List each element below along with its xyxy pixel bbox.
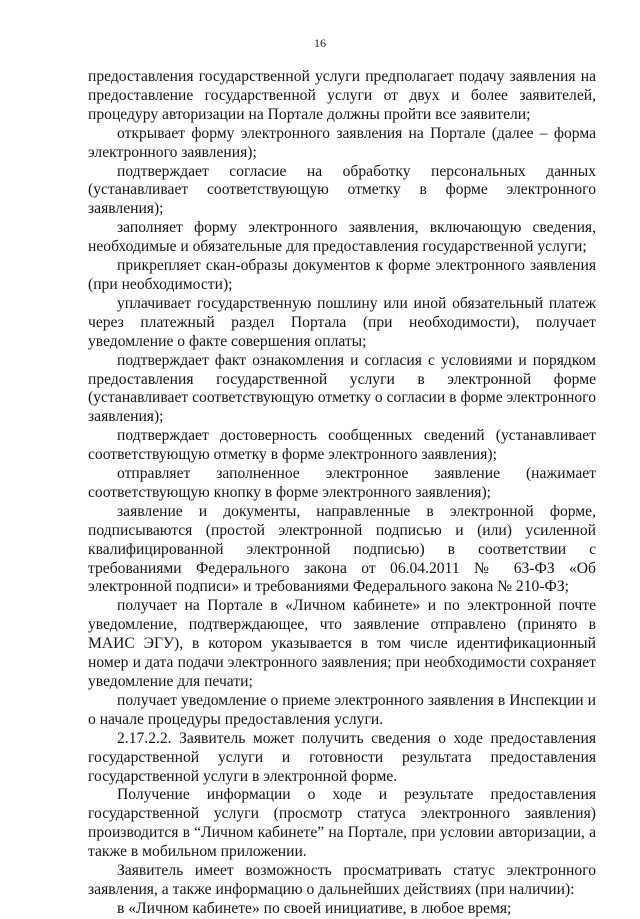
paragraph: получает на Портале в «Личном кабинете» и по электронной почте уведомление, подтверждающее, что заявление отправлено (принято в МАИС ЭГУ), в котором указывается в том числе идентификационный номер и дата подачи электронного заявления; при необходимости сохраняет уведомление для печати; [88, 597, 596, 690]
paragraph: Заявитель имеет возможность просматривать статус электронного заявления, а также информацию о дальнейших действиях (при наличии): [88, 862, 596, 898]
paragraph: подтверждает достоверность сообщенных сведений (устанавливает соответствующую отметку в форме электронного заявления); [88, 427, 596, 464]
paragraph: заполняет форму электронного заявления, включающую сведения, необходимые и обязательные для предоставления государственной услуги; [88, 219, 596, 256]
paragraph: уплачивает государственную пошлину или иной обязательный платеж через платежный раздел Портала (при необходимости), получает уведомление о факте совершения оплаты; [88, 294, 596, 350]
document-body [88, 68, 596, 919]
paragraph: в «Личном кабинете» по своей инициативе, в любое время; [117, 899, 512, 917]
paragraph: предоставления государственной услуги предполагает подачу заявления на предоставление государственной услуги от двух и более заявителей, процедуру авторизации на Портале должны пройти все заявители; [88, 68, 596, 123]
paragraph: прикрепляет скан-образы документов к форме электронного заявления (при необходимости); [88, 257, 596, 293]
paragraph: 2.17.2.2. Заявитель может получить сведения о ходе предоставления государственной услуги и готовности результата предоставления государственной услуги в электронной форме. [88, 729, 596, 785]
page-number: 16 [314, 36, 326, 50]
paragraph: Получение информации о ходе и результате предоставления государственной услуги (просмотр статуса электронного заявления) производится в “Личном кабинете” на Портале, при условии авторизации, а также в мобильном приложении. [88, 786, 596, 861]
paragraph: подтверждает согласие на обработку персональных данных (устанавливает соответствующую отметку в форме электронного заявления); [88, 162, 596, 218]
paragraph: подтверждает факт ознакомления и согласия с условиями и порядком предоставления государственной услуги в электронной форме (устанавливает соответствующую отметку о согласии в форме электронного заявления); [88, 351, 596, 426]
paragraph: открывает форму электронного заявления на Портале (далее – форма электронного заявления); [88, 124, 596, 161]
paragraph: отправляет заполненное электронное заявление (нажимает соответствующую кнопку в форме электронного заявления); [88, 465, 596, 501]
paragraph: получает уведомление о приеме электронного заявления в Инспекции и о начале процедуры предоставления услуги. [88, 691, 596, 728]
paragraph: заявление и документы, направленные в электронной форме, подписываются (простой электронной подписью и (или) усиленной квалифицированной электронной подписью) в соответствии с требованиями Федерального закона от 06.04.2011 № 63-ФЗ «Об электронной подписи» и требованиями Федерального закона № 210-ФЗ; [88, 502, 596, 596]
